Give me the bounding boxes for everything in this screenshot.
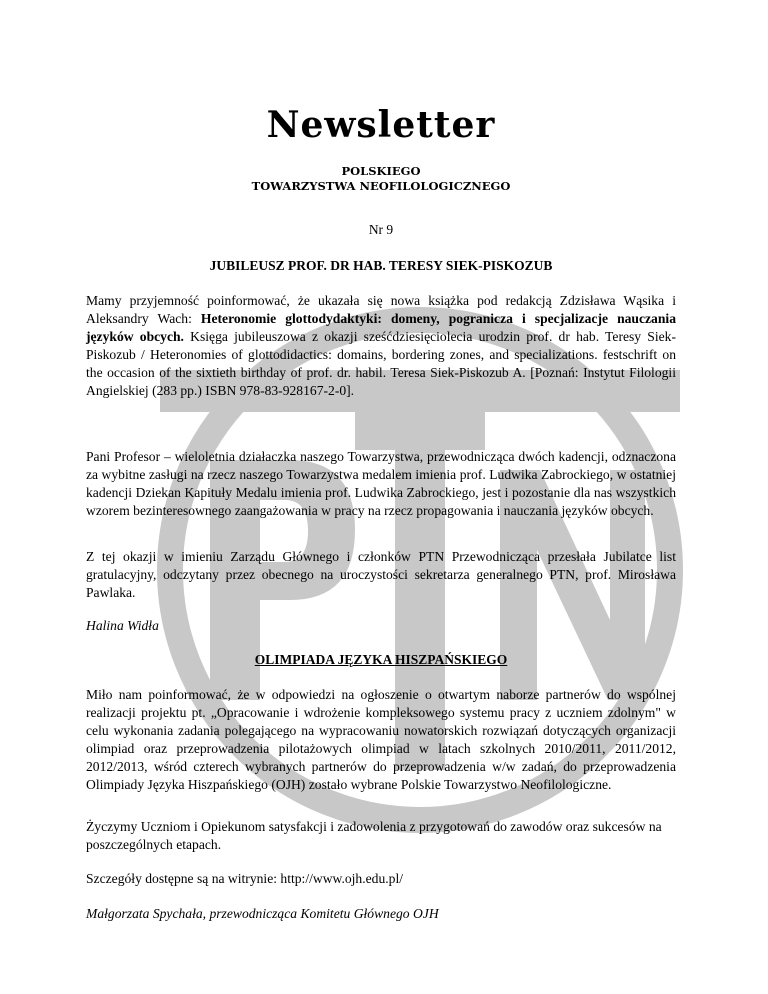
newsletter-title: Newsletter — [266, 104, 496, 146]
section-1-paragraph-3: Z tej okazji w imieniu Zarządu Głównego i członków PTN Przewodnicząca przesłała Jubilatce list gratulacyjny, odczytany przez obecnego na uroczystości sekretarza generalnego PTN, prof. Mirosława Pawlaka. — [86, 549, 676, 600]
newsletter-subtitle — [86, 164, 676, 194]
paragraph-1-text-end: Księga jubileuszowa z okazji sześćdziesięciolecia urodzin prof. dr hab. Teresy Siek-Piskozub / Heteronomies of glottodidactics: domains, bordering zones, and specializations. festschrift on the occasion of the sixtieth birthday of prof. dr. habil. Teresa Siek-Piskozub A. [Poznań: Instytut Filologii Angielskiej (283 pp.) ISBN 978-83-928167-2-0]. — [86, 329, 676, 398]
section-1-heading: JUBILEUSZ PROF. DR HAB. TERESY SIEK-PISKOZUB — [209, 258, 553, 273]
book-title-bold: Heteronomie glottodydaktyki: domeny, pogranicza i specjalizacje nauczania języków obcych. — [86, 311, 676, 344]
section-2-heading: OLIMPIADA JĘZYKA HISZPAŃSKIEGO — [254, 652, 508, 667]
subtitle-line-1: POLSKIEGO — [341, 164, 421, 178]
section-2-paragraph-2: Życzymy Uczniom i Opiekunom satysfakcji i zadowolenia z przygotowań do zawodów oraz sukcesów na poszczególnych etapach. — [86, 819, 662, 852]
subtitle-line-2: TOWARZYSTWA NEOFILOLOGICZNEGO — [251, 179, 511, 193]
section-1-signature: Halina Widła — [86, 618, 159, 633]
issue-number: Nr 9 — [368, 222, 394, 237]
paragraph-1-text-start: Mamy przyjemność poinformować, że ukazała się nowa książka pod redakcją Zdzisława Wąsika i Aleksandry Wach: — [86, 293, 676, 326]
section-1-paragraph-2: Pani Profesor – wieloletnia działaczka naszego Towarzystwa, przewodnicząca dwóch kadencji, odznaczona za wybitne zasługi na rzecz naszego Towarzystwa medalem imienia prof. Ludwika Zabrockiego, w ostatniej kadencji Dziekan Kapituły Medalu imienia prof. Ludwika Zabrockiego, jest i pozostanie dla nas wszystkich wzorem bezinteresownego zaangażowania w pracy na rzecz propagowania i nauczania języków obcych. — [86, 449, 676, 518]
section-2-signature: Małgorzata Spychała, przewodnicząca Komitetu Głównego OJH — [86, 906, 439, 921]
section-2-paragraph-3: Szczegóły dostępne są na witrynie: http://www.ojh.edu.pl/ — [86, 871, 403, 886]
section-1-paragraph-1 — [86, 292, 676, 400]
section-2-paragraph-1: Miło nam poinformować, że w odpowiedzi na ogłoszenie o otwartym naborze partnerów do wspólnej realizacji projektu pt. „Opracowanie i wdrożenie kompleksowego systemu pracy z uczniem zdolnym" w celu wykonania zadania polegającego na wypracowaniu nowatorskich rozwiązań dotyczących organizacji olimpiad oraz przeprowadzenia pilotażowych olimpiad w latach szkolnych 2010/2011, 2011/2012, 2012/2013, wśród czterech wybranych partnerów do przeprowadzenia w/w zadań, do przeprowadzenia Olimpiady Języka Hiszpańskiego (OJH) zostało wybrane Polskie Towarzystwo Neofilologiczne. — [86, 687, 676, 792]
